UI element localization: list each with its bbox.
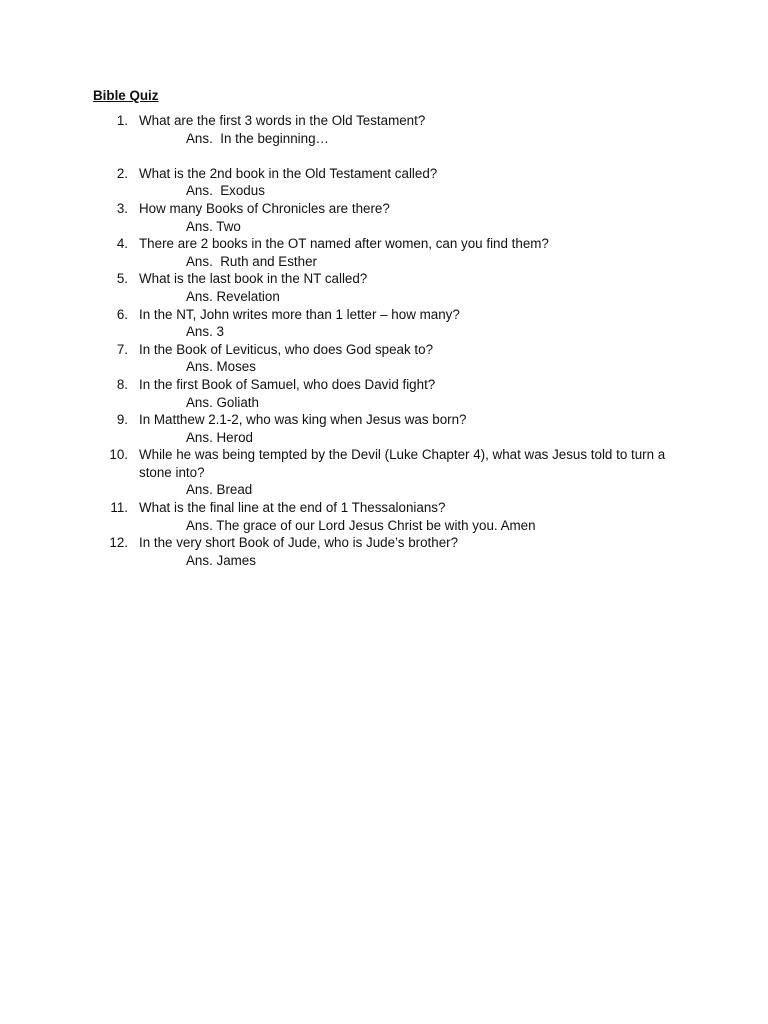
question-number: 8.: [116, 376, 128, 392]
question-number: 1.: [116, 113, 128, 128]
quiz-item: [0, 306, 768, 341]
quiz-item: [0, 376, 768, 411]
question-text: What is the 2nd book in the Old Testament called?: [139, 165, 438, 181]
question-text: There are 2 books in the OT named after women, can you find them?: [139, 236, 549, 252]
quiz-item: [0, 165, 768, 200]
answer-text: Ans. The grace of our Lord Jesus Christ be with you. Amen: [186, 517, 536, 533]
quiz-item: [0, 499, 768, 534]
quiz-item: [0, 411, 768, 446]
answer-text: Ans. Moses: [186, 359, 256, 375]
quiz-item: [0, 341, 768, 376]
question-text: In the Book of Leviticus, who does God speak to?: [139, 341, 434, 357]
question-number: 4.: [116, 236, 128, 252]
question-text: In the first Book of Samuel, who does David fight?: [139, 376, 436, 392]
question-text: In Matthew 2.1-2, who was king when Jesus was born?: [139, 412, 467, 428]
answer-text: Ans. Two: [186, 218, 241, 234]
page-title: Bible Quiz: [93, 88, 159, 103]
question-text: In the NT, John writes more than 1 letter – how many?: [139, 306, 460, 322]
quiz-item: [0, 446, 768, 499]
answer-text: Ans. Herod: [186, 429, 253, 445]
question-number: 10.: [109, 447, 128, 463]
question-text: In the very short Book of Jude, who is Jude’s brother?: [139, 535, 459, 551]
question-text: What is the final line at the end of 1 Thessalonians?: [139, 500, 446, 516]
quiz-list: [0, 112, 768, 569]
question-number: 6.: [116, 306, 128, 322]
quiz-item: [0, 112, 768, 147]
question-number: 3.: [116, 200, 128, 216]
quiz-item: [0, 200, 768, 235]
quiz-item: [0, 534, 768, 569]
answer-text: Ans. Ruth and Esther: [186, 253, 318, 269]
question-number: 12.: [109, 535, 128, 551]
question-text: What are the first 3 words in the Old Testament?: [139, 113, 426, 128]
answer-text: Ans. Bread: [186, 482, 253, 498]
question-text: How many Books of Chronicles are there?: [139, 200, 390, 216]
question-number: 5.: [116, 271, 128, 287]
answer-text: Ans. Exodus: [186, 183, 265, 199]
question-number: 9.: [116, 412, 128, 428]
answer-text: Ans. Revelation: [186, 288, 280, 304]
answer-text: Ans. Goliath: [186, 394, 259, 410]
answer-text: Ans. In the beginning…: [186, 130, 329, 146]
answer-text: Ans. 3: [186, 324, 224, 340]
quiz-item: [0, 235, 768, 270]
question-text: While he was being tempted by the Devil (Luke Chapter 4), what was Jesus told to turn a stone into?: [139, 447, 666, 480]
quiz-item: [0, 270, 768, 305]
question-number: 11.: [110, 500, 128, 516]
question-number: 2.: [116, 165, 128, 181]
answer-text: Ans. James: [186, 552, 256, 568]
question-text: What is the last book in the NT called?: [139, 271, 368, 287]
question-number: 7.: [116, 341, 128, 357]
